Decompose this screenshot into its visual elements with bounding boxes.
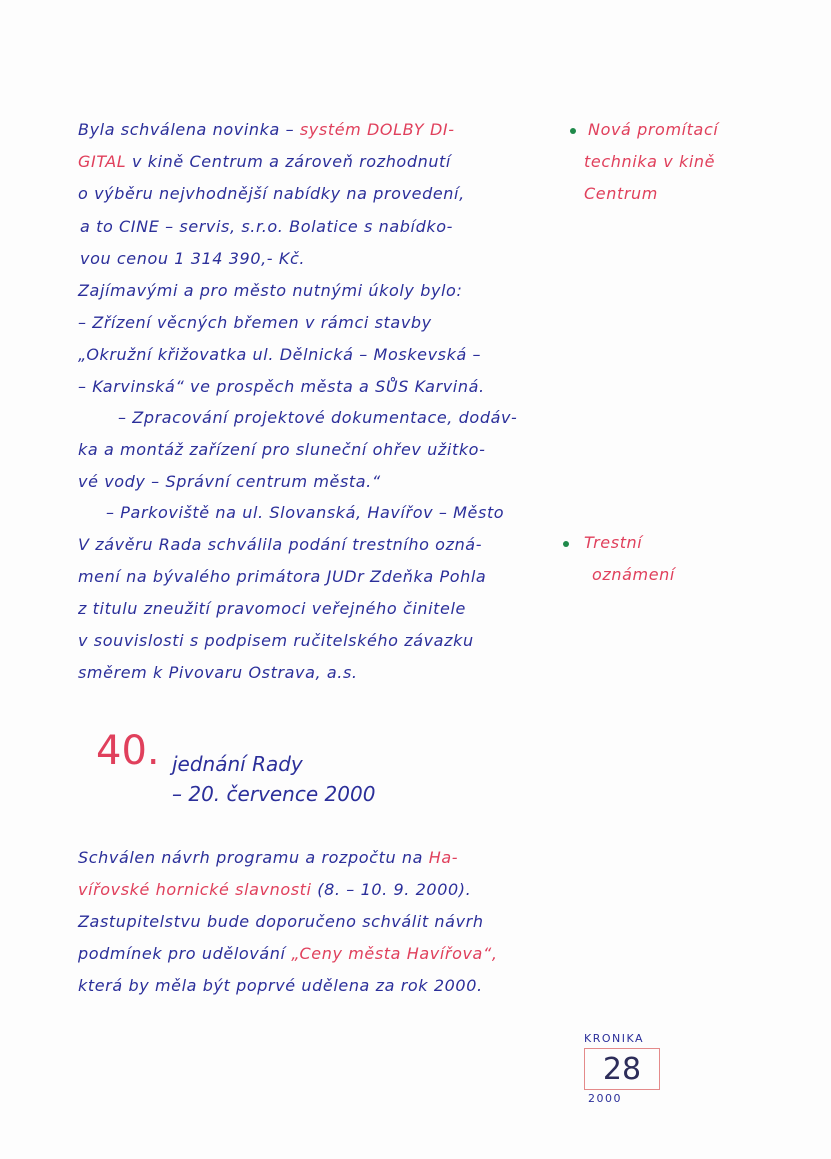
text-segment: Zastupitelstvu bude doporučeno schválit návrh (78, 912, 484, 931)
meeting-title: jednání Rady (172, 752, 303, 776)
meeting-number: 40. (96, 728, 160, 774)
main-text-line (78, 535, 482, 554)
text-segment: Schválen návrh programu a rozpočtu na (78, 848, 429, 867)
second-text-line (78, 944, 498, 963)
second-text-line (78, 880, 471, 899)
text-segment: – Zřízení věcných břemen v rámci stavby (78, 313, 432, 332)
text-segment: podmínek pro udělování (78, 944, 292, 963)
meeting-date: – 20. července 2000 (172, 782, 376, 806)
main-text-line (80, 249, 305, 268)
main-text-line (78, 345, 481, 364)
second-text-line (78, 848, 458, 867)
main-text-line (78, 152, 451, 171)
text-segment: – Karvinská“ ve prospěch města a SŮS Karviná. (78, 377, 485, 396)
text-segment: vou cenou 1 314 390,- Kč. (80, 249, 306, 268)
main-text-line (78, 120, 455, 139)
stamp-box (584, 1048, 660, 1090)
margin-note-line: technika v kině (584, 152, 716, 171)
highlighted-phrase: GITAL (78, 152, 127, 171)
text-segment: V závěru Rada schválila podání trestního ozná- (78, 535, 483, 554)
margin-note-line: Nová promítací (588, 120, 719, 139)
text-segment: Byla schválena novinka – (78, 120, 300, 139)
main-text-line (78, 313, 432, 332)
text-segment: vé vody – Správní centrum města.“ (78, 472, 381, 491)
margin-bullet-2 (563, 541, 569, 547)
second-text-line (78, 976, 483, 995)
main-text-line (118, 408, 517, 427)
text-segment: která by měla být poprvé udělena za rok 2000. (78, 976, 483, 995)
text-segment: a to CINE – servis, s.r.o. Bolatice s nabídko- (80, 217, 453, 236)
page-number: 28 (602, 1051, 642, 1087)
text-segment: ka a montáž zařízení pro sluneční ohřev užitko- (78, 440, 486, 459)
stamp-label: KRONIKA (584, 1032, 645, 1045)
main-text-line (78, 184, 465, 203)
main-text-line (78, 631, 474, 650)
margin-note-line: Centrum (584, 184, 658, 203)
main-text-line (106, 503, 504, 522)
highlighted-phrase: vířovské hornické slavnosti (78, 880, 312, 899)
text-segment: (8. – 10. 9. 2000). (311, 880, 472, 899)
main-text-line (78, 440, 485, 459)
main-text-line (78, 281, 462, 300)
highlighted-phrase: Ha- (428, 848, 459, 867)
text-segment: v souvislosti s podpisem ručitelského závazku (78, 631, 474, 650)
text-segment: „Okružní křižovatka ul. Dělnická – Moskevská – (78, 345, 482, 364)
margin-note-line: Trestní (584, 533, 643, 552)
text-segment: z titulu zneužití pravomoci veřejného činitele (78, 599, 466, 618)
main-text-line (80, 217, 453, 236)
main-text-line (78, 663, 358, 682)
margin-note-line: oznámení (592, 565, 675, 584)
main-text-line (78, 377, 485, 396)
text-segment: – Zpracování projektové dokumentace, dodáv- (118, 408, 518, 427)
text-segment: o výběru nejvhodnější nabídky na provedení, (78, 184, 465, 203)
text-segment: Zajímavými a pro město nutnými úkoly bylo: (78, 281, 463, 300)
second-text-line (78, 912, 484, 931)
main-text-line (78, 472, 381, 491)
text-segment: – Parkoviště na ul. Slovanská, Havířov – Město (106, 503, 505, 522)
text-segment: v kině Centrum a zároveň rozhodnutí (126, 152, 451, 171)
main-text-line (78, 599, 466, 618)
text-segment: mení na bývalého primátora JUDr Zdeňka Pohla (78, 567, 487, 586)
stamp-year: 2000 (588, 1092, 622, 1105)
margin-bullet-1 (570, 128, 576, 134)
text-segment: směrem k Pivovaru Ostrava, a.s. (78, 663, 358, 682)
main-text-line (78, 567, 486, 586)
highlighted-phrase: systém DOLBY DI- (299, 120, 455, 139)
highlighted-phrase: „Ceny města Havířova“, (291, 944, 498, 963)
